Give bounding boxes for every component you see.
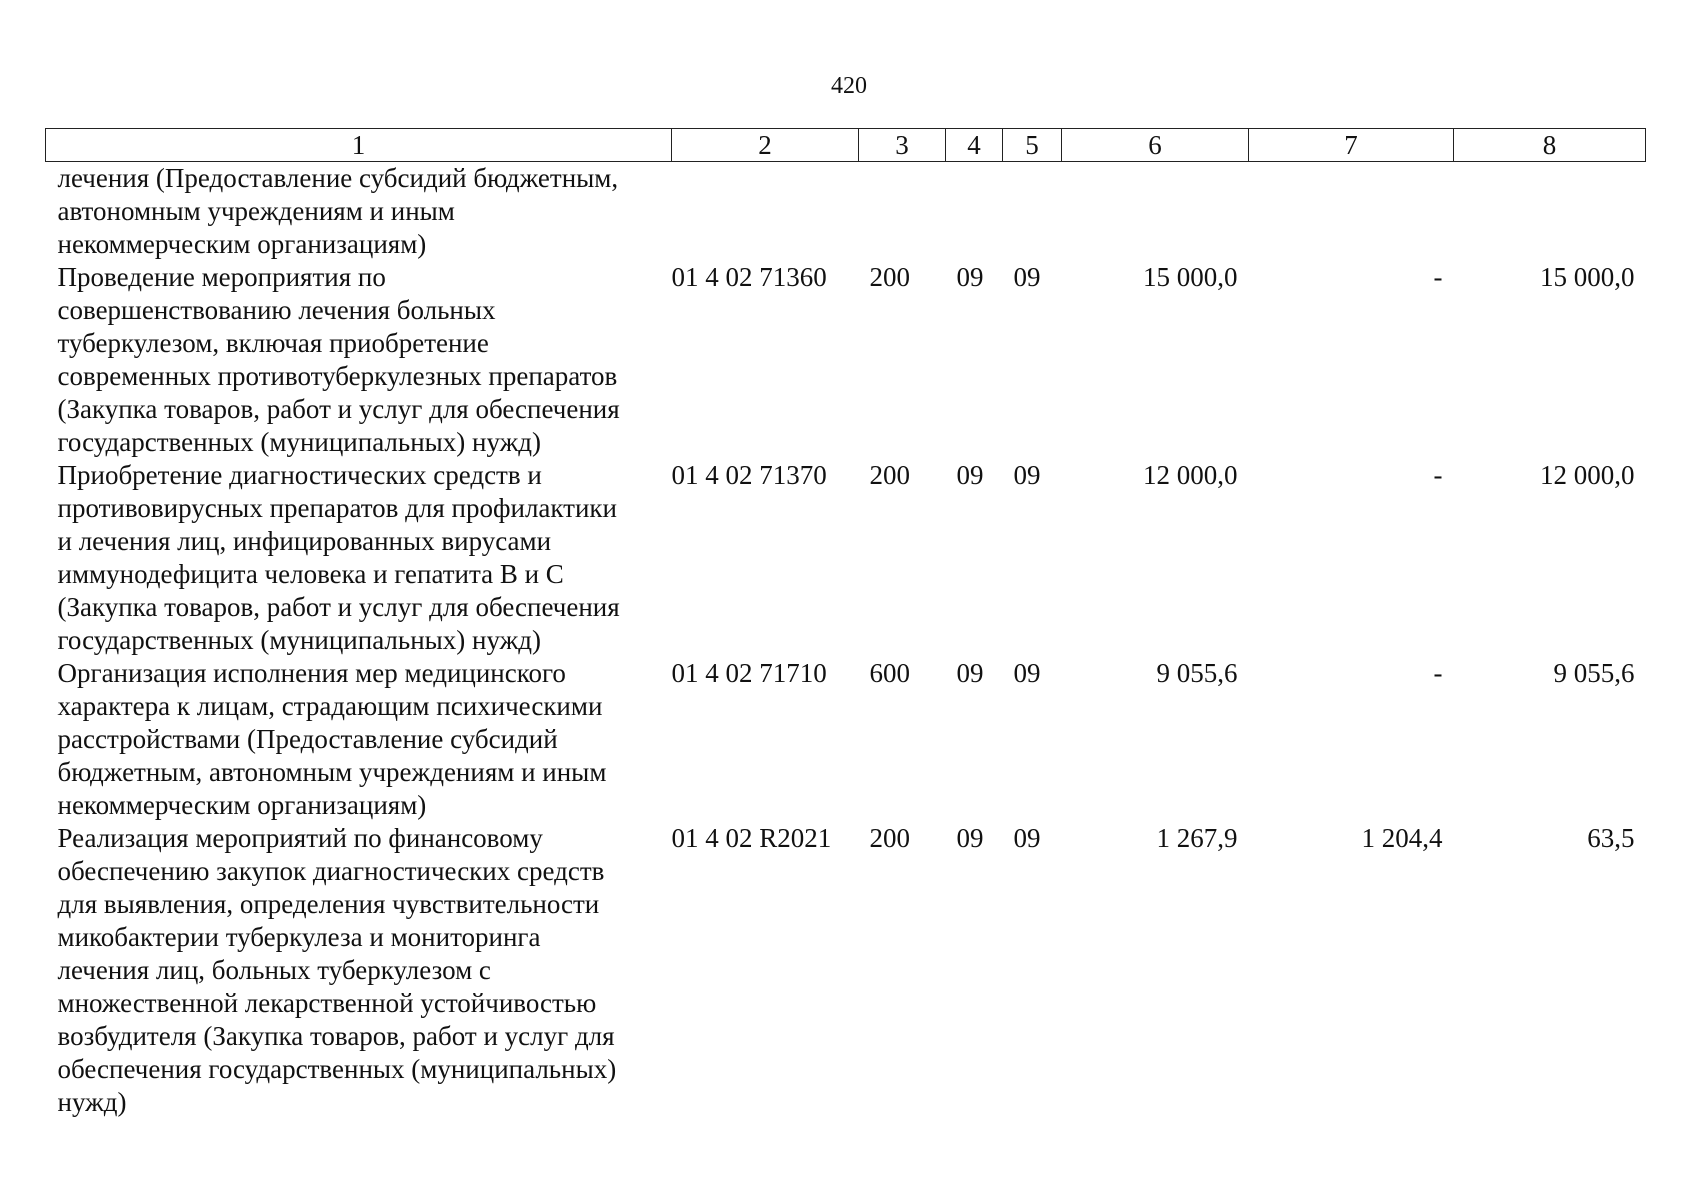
expense-type-code: 200 <box>869 823 910 853</box>
amount-total <box>1062 162 1249 262</box>
table-row <box>46 822 1646 1119</box>
description-line: (Закупка товаров, работ и услуг для обеспечения <box>57 394 620 424</box>
description-line: расстройствами (Предоставление субсидий <box>57 724 558 754</box>
section-code: 09 <box>956 460 984 490</box>
target-article-code <box>672 162 859 262</box>
subsection-code: 09 <box>1013 823 1041 853</box>
table-row <box>46 261 1646 459</box>
table-row <box>46 657 1646 822</box>
amount-col-8: 63,5 <box>1587 823 1635 853</box>
description-line: (Закупка товаров, работ и услуг для обеспечения <box>57 592 620 622</box>
subsection-code: 09 <box>1013 460 1041 490</box>
description-line: Реализация мероприятий по финансовому <box>57 823 543 853</box>
description-line: государственных (муниципальных) нужд) <box>57 625 542 655</box>
column-header-2: 2 <box>672 129 859 162</box>
description-line: государственных (муниципальных) нужд) <box>57 427 542 457</box>
budget-table <box>45 128 1646 1119</box>
amount-col-8: 12 000,0 <box>1540 460 1635 490</box>
row-description <box>46 822 672 1119</box>
target-article-code: 01 4 02 71360 <box>671 262 827 292</box>
description-line: совершенствованию лечения больных <box>57 295 496 325</box>
expense-type-code: 600 <box>869 658 910 688</box>
amount-col-8 <box>1454 162 1646 262</box>
description-line: бюджетным, автономным учреждениям и иным <box>57 757 607 787</box>
row-description <box>46 261 672 459</box>
description-line: обеспечения государственных (муниципальных) <box>57 1054 617 1084</box>
amount-col-7 <box>1249 162 1454 262</box>
table-row <box>46 459 1646 657</box>
amount-total: 15 000,0 <box>1143 262 1238 292</box>
target-article-code: 01 4 02 R2021 <box>671 823 832 853</box>
description-line: лечения лиц, больных туберкулезом с <box>57 955 491 985</box>
column-header-8: 8 <box>1454 129 1646 162</box>
row-description <box>46 657 672 822</box>
description-line: нужд) <box>57 1087 127 1117</box>
row-description <box>46 459 672 657</box>
description-line: обеспечению закупок диагностических средств <box>57 856 605 886</box>
description-line: для выявления, определения чувствительности <box>57 889 600 919</box>
column-number-header-row <box>46 129 1646 162</box>
description-line: и лечения лиц, инфицированных вирусами <box>57 526 552 556</box>
row-description <box>46 162 672 262</box>
description-line: возбудителя (Закупка товаров, работ и услуг для <box>57 1021 615 1051</box>
description-line: некоммерческим организациям) <box>57 790 427 820</box>
section-code: 09 <box>956 658 984 688</box>
table-row <box>46 162 1646 262</box>
amount-col-7: 1 204,4 <box>1361 823 1443 853</box>
amount-col-7: - <box>1433 658 1443 688</box>
subsection-code <box>1003 162 1062 262</box>
description-line: Организация исполнения мер медицинского <box>57 658 566 688</box>
description-line: лечения (Предоставление субсидий бюджетным, <box>57 163 619 193</box>
description-line: туберкулезом, включая приобретение <box>57 328 489 358</box>
expense-type-code <box>859 162 946 262</box>
column-header-6: 6 <box>1062 129 1249 162</box>
description-line: Проведение мероприятия по <box>57 262 386 292</box>
column-header-4: 4 <box>946 129 1003 162</box>
description-line: микобактерии туберкулеза и мониторинга <box>57 922 541 952</box>
amount-col-7: - <box>1433 262 1443 292</box>
amount-col-8: 9 055,6 <box>1553 658 1635 688</box>
column-header-5: 5 <box>1003 129 1062 162</box>
target-article-code: 01 4 02 71710 <box>671 658 827 688</box>
expense-type-code: 200 <box>869 262 910 292</box>
section-code: 09 <box>956 262 984 292</box>
amount-total: 12 000,0 <box>1143 460 1238 490</box>
column-header-7: 7 <box>1249 129 1454 162</box>
amount-col-8: 15 000,0 <box>1540 262 1635 292</box>
description-line: множественной лекарственной устойчивостью <box>57 988 597 1018</box>
description-line: современных противотуберкулезных препаратов <box>57 361 618 391</box>
amount-total: 1 267,9 <box>1156 823 1238 853</box>
target-article-code: 01 4 02 71370 <box>671 460 827 490</box>
subsection-code: 09 <box>1013 262 1041 292</box>
description-line: иммунодефицита человека и гепатита В и С <box>57 559 564 589</box>
description-line: характера к лицам, страдающим психическими <box>57 691 603 721</box>
description-line: противовирусных препаратов для профилактики <box>57 493 617 523</box>
amount-total: 9 055,6 <box>1156 658 1238 688</box>
column-header-1: 1 <box>46 129 672 162</box>
section-code <box>946 162 1003 262</box>
column-header-3: 3 <box>859 129 946 162</box>
expense-type-code: 200 <box>869 460 910 490</box>
section-code: 09 <box>956 823 984 853</box>
page-number: 420 <box>831 73 867 99</box>
description-line: некоммерческим организациям) <box>57 229 427 259</box>
subsection-code: 09 <box>1013 658 1041 688</box>
description-line: Приобретение диагностических средств и <box>57 460 542 490</box>
description-line: автономным учреждениям и иным <box>57 196 455 226</box>
amount-col-7: - <box>1433 460 1443 490</box>
